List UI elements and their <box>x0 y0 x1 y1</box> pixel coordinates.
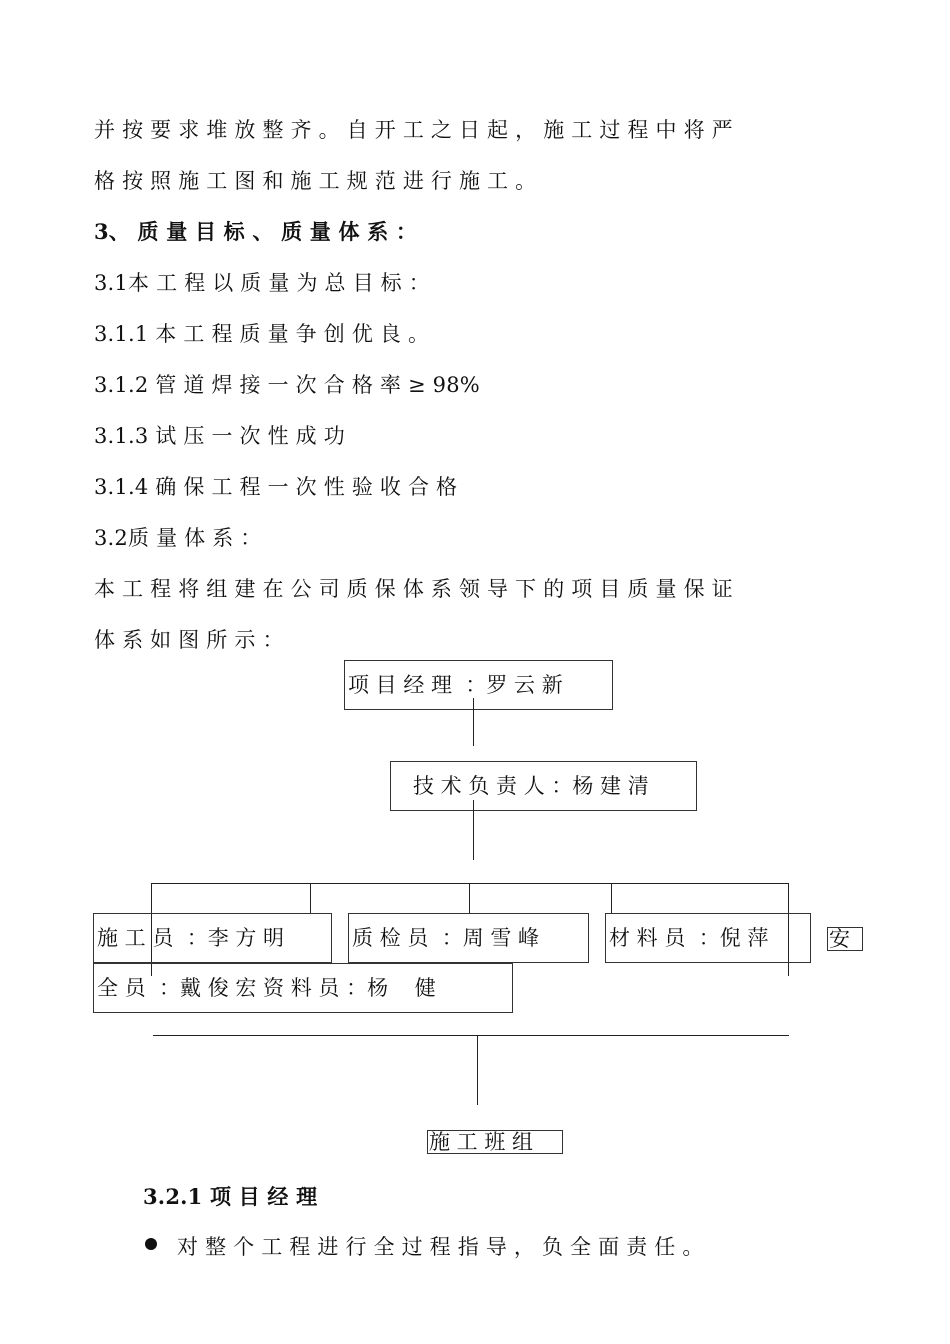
item-3-1-3: 3.1.3 试 压 一 次 性 成 功 <box>94 424 345 448</box>
team-box: 施 工 班 组 <box>427 1130 563 1154</box>
connector-line <box>477 1035 478 1105</box>
tech-lead-box: 技 术 负 责 人 ：杨 建 清 <box>390 761 697 811</box>
paragraph-line-2: 格 按 照 施 工 图 和 施 工 规 范 进 行 施 工 。 <box>94 169 537 193</box>
item-3-1-4: 3.1.4 确 保 工 程 一 次 性 验 收 合 格 <box>94 475 458 499</box>
connector-line <box>310 883 311 913</box>
paragraph-line-4: 体 系 如 图 所 示 ： <box>94 628 284 652</box>
item-3-1: 3.1本 工 程 以 质 量 为 总 目 标 ： <box>94 271 430 295</box>
item-3-2: 3.2质 量 体 系 ： <box>94 526 262 550</box>
section-heading-3: 3、 质 量 目 标 、 质 量 体 系 ： <box>94 219 418 244</box>
connector-line <box>611 883 612 913</box>
qc-box: 质 检 员 ：周 雪 峰 <box>348 913 589 963</box>
safety-records-box: 全 员 ：戴 俊 宏 资 料 员 ：杨 健 <box>93 963 513 1013</box>
bottom-branch-line <box>153 1035 789 1036</box>
item-3-1-2: 3.1.2 管 道 焊 接 一 次 合 格 率 ≥ 98% <box>94 373 480 397</box>
manager-box: 项 目 经 理 ：罗 云 新 <box>344 660 613 710</box>
connector-line <box>469 883 470 913</box>
safety-box-part: 安 <box>827 927 863 951</box>
connector-line <box>473 800 474 860</box>
connector-line <box>473 698 474 746</box>
paragraph-line-1: 并 按 要 求 堆 放 整 齐 。 自 开 工 之 日 起 ， 施 工 过 程 中 将 严 <box>94 118 733 142</box>
item-3-1-1: 3.1.1 本 工 程 质 量 争 创 优 良 。 <box>94 322 430 346</box>
material-box: 材 料 员 ：倪 萍 <box>605 913 811 963</box>
bullet-icon <box>145 1238 157 1250</box>
worker-box: 施 工 员 ：李 方 明 <box>93 913 332 963</box>
section-heading-3-2-1: 3.2.1 项 目 经 理 <box>143 1184 318 1209</box>
branch-line <box>151 883 789 884</box>
paragraph-line-3: 本 工 程 将 组 建 在 公 司 质 保 体 系 领 导 下 的 项 目 质 量 保 证 <box>94 577 733 601</box>
bullet-item: 对 整 个 工 程 进 行 全 过 程 指 导 ， 负 全 面 责 任 。 <box>177 1235 704 1259</box>
